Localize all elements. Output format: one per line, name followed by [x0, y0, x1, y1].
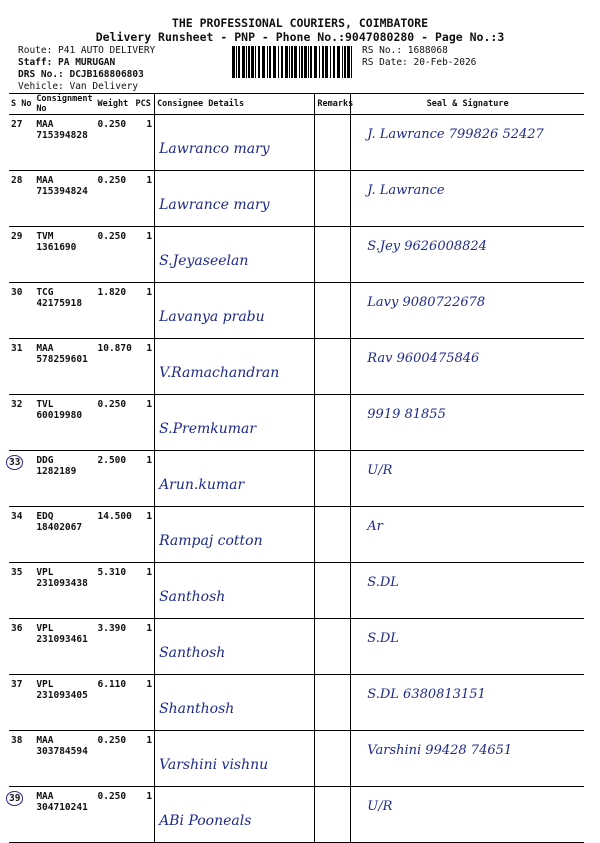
- cell-seal-signature: [351, 227, 584, 283]
- cell-weight: 0.250: [96, 731, 134, 787]
- cell-pcs: 1: [133, 619, 154, 675]
- cell-consignee: [155, 619, 315, 675]
- cell-seal-signature: [351, 451, 584, 507]
- table-row: [9, 171, 584, 227]
- cell-sno: [9, 787, 34, 843]
- table-header-row: [9, 94, 584, 115]
- handwritten-signature: Rav 9600475846: [367, 351, 480, 366]
- serial-number: 38: [11, 735, 23, 746]
- table-row: [9, 563, 584, 619]
- cell-seal-signature: [351, 675, 584, 731]
- handwritten-signature: S.DL: [367, 631, 399, 646]
- cell-sno: [9, 563, 34, 619]
- cell-pcs: 1: [133, 675, 154, 731]
- cell-weight: 0.250: [96, 395, 134, 451]
- cell-weight: 1.820: [96, 283, 134, 339]
- cell-remarks: [315, 675, 351, 731]
- cell-consignment-no: TVM 1361690: [34, 227, 95, 283]
- table-row: [9, 451, 584, 507]
- cell-weight: 0.250: [96, 227, 134, 283]
- cell-sno: [9, 283, 34, 339]
- cell-seal-signature: [351, 395, 584, 451]
- drs-number: DRS No.: DCJB168806803: [18, 69, 144, 80]
- serial-number: 30: [11, 287, 23, 298]
- cell-weight: 0.250: [96, 171, 134, 227]
- cell-seal-signature: [351, 171, 584, 227]
- cell-weight: 0.250: [96, 115, 134, 171]
- handwritten-consignee: S.Jeyaseelan: [159, 253, 249, 269]
- cell-consignee: [155, 227, 315, 283]
- handwritten-consignee: Arun.kumar: [159, 477, 245, 493]
- cell-consignee: [155, 339, 315, 395]
- route-label: Route: P41 AUTO DELIVERY: [18, 45, 156, 56]
- cell-weight: 0.250: [96, 787, 134, 843]
- serial-number: 33: [6, 455, 23, 470]
- handwritten-consignee: Santhosh: [159, 589, 226, 605]
- cell-sno: [9, 395, 34, 451]
- cell-consignee: [155, 731, 315, 787]
- serial-number: 28: [11, 175, 23, 186]
- cell-pcs: 1: [133, 787, 154, 843]
- runsheet-table: [9, 93, 584, 843]
- cell-consignee: [155, 451, 315, 507]
- handwritten-consignee: Lawrance mary: [159, 197, 270, 213]
- handwritten-signature: Ar: [367, 519, 383, 534]
- table-row: [9, 507, 584, 563]
- serial-number: 32: [11, 399, 23, 410]
- handwritten-signature: 9919 81855: [367, 407, 446, 422]
- table-row: [9, 675, 584, 731]
- cell-seal-signature: [351, 283, 584, 339]
- handwritten-consignee: V.Ramachandran: [159, 365, 280, 381]
- cell-seal-signature: [351, 563, 584, 619]
- handwritten-signature: U/R: [367, 463, 393, 478]
- cell-pcs: 1: [133, 339, 154, 395]
- handwritten-signature: J. Lawrance: [367, 183, 445, 198]
- barcode: [232, 46, 356, 78]
- cell-remarks: [315, 619, 351, 675]
- serial-number: 37: [11, 679, 23, 690]
- cell-consignee: [155, 563, 315, 619]
- cell-remarks: [315, 731, 351, 787]
- serial-number: 31: [11, 343, 23, 354]
- cell-seal-signature: [351, 339, 584, 395]
- cell-remarks: [315, 171, 351, 227]
- cell-pcs: 1: [133, 227, 154, 283]
- cell-remarks: [315, 507, 351, 563]
- col-consignee: Consignee Details: [155, 94, 315, 115]
- runsheet-title: Delivery Runsheet - PNP - Phone No.:9047080280 - Page No.:3: [95, 30, 505, 44]
- table-row: [9, 395, 584, 451]
- table-row: [9, 227, 584, 283]
- cell-pcs: 1: [133, 395, 154, 451]
- table-row: [9, 283, 584, 339]
- cell-consignment-no: VPL 231093438: [34, 563, 95, 619]
- cell-consignee: [155, 787, 315, 843]
- handwritten-signature: J. Lawrance 799826 52427: [367, 127, 544, 142]
- cell-remarks: [315, 115, 351, 171]
- col-pcs: PCS: [133, 94, 154, 115]
- handwritten-signature: S.DL: [367, 575, 399, 590]
- serial-number: 35: [11, 567, 23, 578]
- cell-consignee: [155, 675, 315, 731]
- cell-consignment-no: EDQ 18402067: [34, 507, 95, 563]
- cell-remarks: [315, 283, 351, 339]
- company-title: THE PROFESSIONAL COURIERS, COIMBATORE: [171, 16, 429, 30]
- rs-number: RS No.: 1688068: [362, 45, 448, 56]
- table-row: [9, 787, 584, 843]
- cell-consignee: [155, 283, 315, 339]
- cell-weight: 14.500: [96, 507, 134, 563]
- handwritten-signature: Varshini 99428 74651: [367, 743, 513, 758]
- cell-sno: [9, 227, 34, 283]
- handwritten-consignee: Lawranco mary: [159, 141, 270, 157]
- table-row: [9, 115, 584, 171]
- col-seal: Seal & Signature: [351, 94, 584, 115]
- cell-pcs: 1: [133, 731, 154, 787]
- col-remarks: Remarks: [315, 94, 351, 115]
- cell-remarks: [315, 787, 351, 843]
- cell-remarks: [315, 227, 351, 283]
- cell-consignment-no: TVL 60019980: [34, 395, 95, 451]
- cell-weight: 5.310: [96, 563, 134, 619]
- cell-sno: [9, 619, 34, 675]
- cell-consignment-no: MAA 304710241: [34, 787, 95, 843]
- cell-consignment-no: MAA 715394828: [34, 115, 95, 171]
- handwritten-consignee: S.Premkumar: [159, 421, 257, 437]
- cell-sno: [9, 115, 34, 171]
- cell-consignment-no: DDG 1282189: [34, 451, 95, 507]
- cell-consignment-no: MAA 715394824: [34, 171, 95, 227]
- cell-seal-signature: [351, 731, 584, 787]
- handwritten-consignee: ABi Pooneals: [159, 813, 252, 829]
- cell-seal-signature: [351, 619, 584, 675]
- staff-label: Staff: PA MURUGAN: [18, 57, 116, 68]
- handwritten-consignee: Santhosh: [159, 645, 226, 661]
- cell-weight: 3.390: [96, 619, 134, 675]
- cell-seal-signature: [351, 115, 584, 171]
- cell-sno: [9, 451, 34, 507]
- cell-consignment-no: MAA 578259601: [34, 339, 95, 395]
- cell-seal-signature: [351, 507, 584, 563]
- cell-consignment-no: TCG 42175918: [34, 283, 95, 339]
- handwritten-consignee: Rampaj cotton: [159, 533, 263, 549]
- cell-consignee: [155, 395, 315, 451]
- cell-pcs: 1: [133, 115, 154, 171]
- col-weight: Weight: [96, 94, 134, 115]
- handwritten-consignee: Shanthosh: [159, 701, 235, 717]
- cell-weight: 2.500: [96, 451, 134, 507]
- handwritten-consignee: Lavanya prabu: [159, 309, 265, 325]
- cell-remarks: [315, 563, 351, 619]
- handwritten-signature: Lavy 9080722678: [367, 295, 486, 310]
- serial-number: 34: [11, 511, 23, 522]
- cell-pcs: 1: [133, 171, 154, 227]
- cell-sno: [9, 507, 34, 563]
- table-row: [9, 731, 584, 787]
- cell-consignee: [155, 507, 315, 563]
- cell-remarks: [315, 395, 351, 451]
- cell-sno: [9, 339, 34, 395]
- serial-number: 36: [11, 623, 23, 634]
- handwritten-signature: U/R: [367, 799, 393, 814]
- table-row: [9, 619, 584, 675]
- cell-pcs: 1: [133, 451, 154, 507]
- cell-consignment-no: VPL 231093405: [34, 675, 95, 731]
- vehicle-label: Vehicle: Van Delivery: [18, 81, 139, 92]
- cell-weight: 6.110: [96, 675, 134, 731]
- cell-pcs: 1: [133, 563, 154, 619]
- cell-sno: [9, 675, 34, 731]
- cell-sno: [9, 731, 34, 787]
- cell-remarks: [315, 339, 351, 395]
- serial-number: 29: [11, 231, 23, 242]
- cell-consignment-no: MAA 303784594: [34, 731, 95, 787]
- cell-pcs: 1: [133, 507, 154, 563]
- serial-number: 27: [11, 119, 23, 130]
- cell-remarks: [315, 451, 351, 507]
- cell-pcs: 1: [133, 283, 154, 339]
- cell-consignee: [155, 115, 315, 171]
- handwritten-signature: S.Jey 9626008824: [367, 239, 487, 254]
- table-row: [9, 339, 584, 395]
- cell-consignment-no: VPL 231093461: [34, 619, 95, 675]
- rs-date: RS Date: 20-Feb-2026: [362, 57, 477, 68]
- col-consignment: Consignment No: [34, 94, 95, 115]
- cell-sno: [9, 171, 34, 227]
- cell-seal-signature: [351, 787, 584, 843]
- cell-weight: 10.870: [96, 339, 134, 395]
- serial-number: 39: [6, 791, 23, 806]
- handwritten-signature: S.DL 6380813151: [367, 687, 486, 702]
- cell-consignee: [155, 171, 315, 227]
- col-sno: S No: [9, 94, 34, 115]
- handwritten-consignee: Varshini vishnu: [159, 757, 269, 773]
